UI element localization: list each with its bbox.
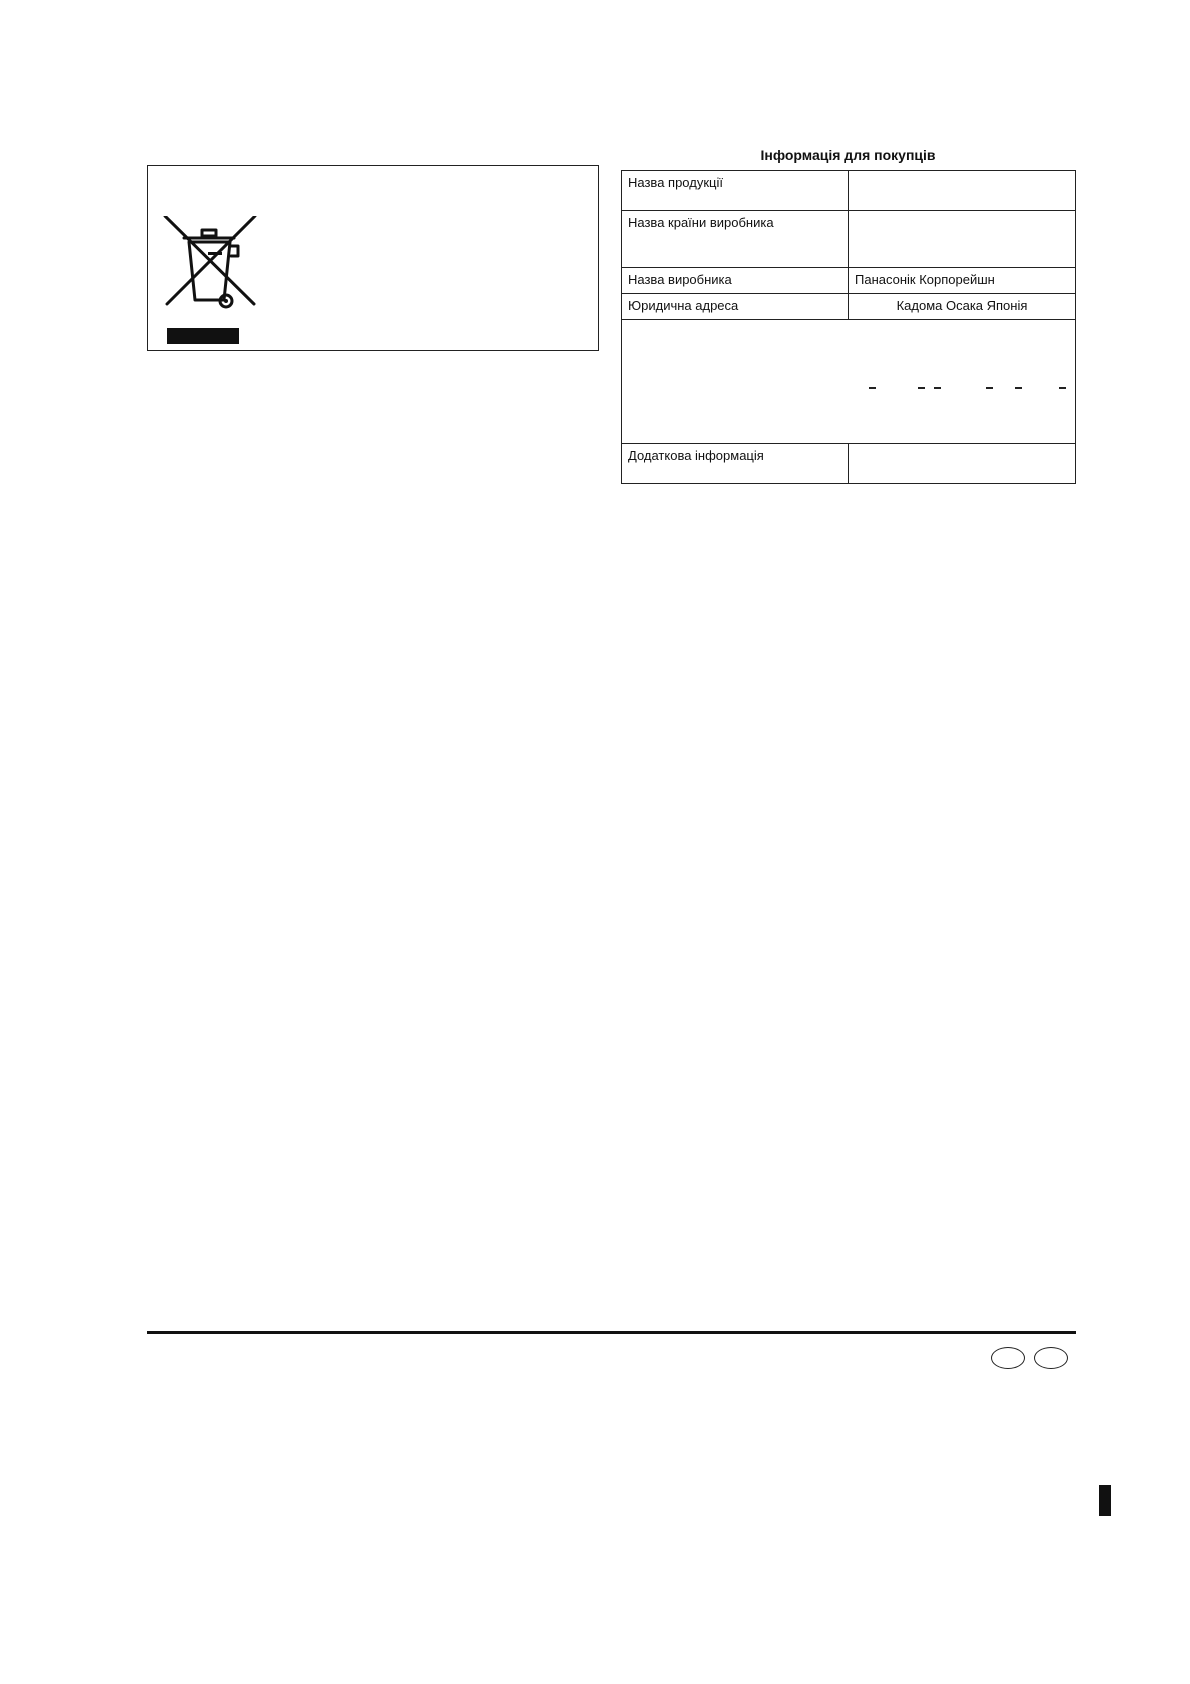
row-label: Юридична адреса bbox=[622, 294, 849, 320]
row-label: Назва виробника bbox=[622, 268, 849, 294]
row-label: Додаткова інформація bbox=[622, 444, 849, 484]
oval-mark-left bbox=[991, 1347, 1025, 1369]
row-value bbox=[849, 444, 1076, 484]
oval-mark-right bbox=[1034, 1347, 1068, 1369]
row-value: Панасонік Корпорейшн bbox=[849, 268, 1076, 294]
info-title: Інформація для покупців bbox=[760, 147, 936, 163]
table-row bbox=[622, 211, 1076, 268]
table-row bbox=[622, 171, 1076, 211]
black-bar bbox=[167, 328, 239, 344]
dash-mark bbox=[1059, 387, 1066, 389]
dash-mark bbox=[1015, 387, 1022, 389]
dash-mark bbox=[986, 387, 993, 389]
row-value bbox=[849, 171, 1076, 211]
merged-cell bbox=[622, 320, 1076, 444]
table-row bbox=[622, 268, 1076, 294]
row-value: Кадома Осака Японія bbox=[849, 294, 1076, 320]
row-value bbox=[849, 211, 1076, 268]
buyer-info-table bbox=[621, 170, 1076, 484]
footer-rule bbox=[147, 1331, 1076, 1334]
dash-mark bbox=[869, 387, 876, 389]
row-label: Назва країни виробника bbox=[622, 211, 849, 268]
table-row bbox=[622, 444, 1076, 484]
dash-mark bbox=[918, 387, 925, 389]
row-label: Назва продукції bbox=[622, 171, 849, 211]
dash-mark bbox=[934, 387, 941, 389]
weee-notice-box bbox=[147, 165, 599, 351]
side-tab-marker bbox=[1099, 1485, 1111, 1516]
crossed-out-bin-icon bbox=[162, 216, 258, 321]
table-row bbox=[622, 320, 1076, 444]
table-row bbox=[622, 294, 1076, 320]
